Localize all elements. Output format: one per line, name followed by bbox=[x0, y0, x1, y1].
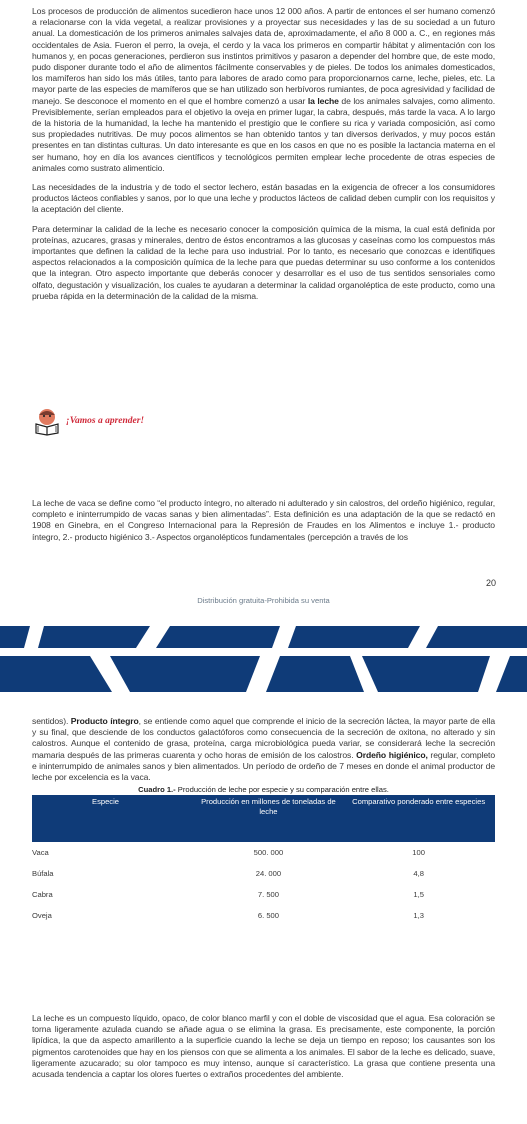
page-number: 20 bbox=[485, 578, 496, 588]
table-row bbox=[32, 863, 495, 884]
table-cell-production: 6. 500 bbox=[257, 911, 279, 920]
production-table-block bbox=[32, 785, 495, 926]
learn-callout bbox=[32, 406, 144, 436]
definition-text-block bbox=[32, 498, 495, 551]
bold-term: Ordeño higiénico, bbox=[356, 749, 428, 760]
text-run: regular, completo e ininterrumpido de animales sanos y bien alimentados. Un período de ordeño de 7 meses en donde el animal productor de leche por excelencia es la vaca. bbox=[32, 749, 495, 783]
table-caption-label: Cuadro 1.- bbox=[138, 785, 176, 794]
table-header-cell: Comparativo ponderado entre especies bbox=[342, 795, 495, 842]
paragraph bbox=[32, 224, 495, 302]
table-header-cell: Producción en millones de toneladas de leche bbox=[195, 795, 343, 842]
paragraph bbox=[32, 182, 495, 216]
page-footer: Distribución gratuita-Prohibida su venta bbox=[197, 596, 330, 605]
table-cell-species: Cabra bbox=[32, 890, 53, 899]
table-cell-comparison: 100 bbox=[412, 848, 425, 857]
text-run: de los animales salvajes, como alimento. Previsiblemente, serían empleados para el objetivo la oveja en primer lugar, la cabra, después, más tarde la vaca. A lo largo de la historia de la humanidad, la leche ha mantenido el prestigio que le confiere su rica y variada composición, así como sus propiedades nutritivas. De muy pocos alimentos se han obtenido tantos y tan diversos derivados, y muy pocos están presentes en tan distintas culturas. Un dato interesante es que en los casos en que no es posible la lactancia materna en el ser humano, hoy en día los avances científicos y tecnológicos permiten emplear leche procedente de otras especies de animales como sustrato alimenticio. bbox=[32, 95, 496, 173]
table-cell-production: 500. 000 bbox=[253, 848, 284, 857]
table-row bbox=[32, 842, 495, 863]
text-run: Las necesidades de la industria y de todo el sector lechero, están basadas en la exigencia de ofrecer a los consumidores productos lácteos confiables y sanos, por lo que una leche y productos lácteos de calidad deben cumplir con los requisitos y la aceptación del cliente. bbox=[32, 182, 495, 215]
text-run: sentidos). bbox=[32, 716, 71, 726]
intro-text-block bbox=[32, 6, 495, 310]
table-header-row bbox=[32, 795, 495, 842]
table-cell-production: 7. 500 bbox=[257, 890, 279, 899]
bold-term: la leche bbox=[307, 95, 339, 106]
table-row bbox=[32, 884, 495, 905]
table-caption bbox=[32, 785, 495, 794]
product-definition-block bbox=[32, 716, 495, 791]
milk-properties-block bbox=[32, 1013, 495, 1088]
reading-book-icon bbox=[32, 406, 62, 436]
table-cell-comparison: 4,8 bbox=[413, 869, 424, 878]
text-run: Los procesos de producción de alimentos sucedieron hace unos 12 000 años. A partir de entonces el ser humano comenzó a relacionarse con la vida vegetal, a realizar provisiones y a proyectar sus necesidades y las de su sociedad a un futuro anual. La domesticación de los primeros animales salvajes data de, aproximadamente, el año 8 000 a. C., en regiones más occidentales de Asia. Fueron el perro, la oveja, el cerdo y la vaca los primeros en compartir hábitat y alimentación con los humanos y, en pocas generaciones, perdieron sus instintos primitivos y pasaron a depender del hombre que, de este modo, pudo disponer durante todo el año de alimentos fácilmente conservables y de pieles. De todos los animales domesticados, los mamíferos han sido los más útiles, tanto para labores de arado como para proporcionarnos carne, leche, pieles, etc. La mayor parte de las especies de mamíferos que se han utilizado son herbívoros rumiantes, de poca agresividad y facilidad de manejo. Se desconoce el momento en el que el hombre comenzó a usar bbox=[32, 6, 495, 106]
table-cell-comparison: 1,5 bbox=[413, 890, 424, 899]
table-cell-comparison: 1,3 bbox=[413, 911, 424, 920]
paragraph bbox=[32, 1013, 495, 1080]
table-cell-species: Oveja bbox=[32, 911, 52, 920]
table-cell-species: Vaca bbox=[32, 848, 49, 857]
production-table bbox=[32, 795, 495, 926]
text-run: La leche de vaca se define como “el producto íntegro, no alterado ni adulterado y sin calostros, del ordeño higiénico, regular, completo e ininterrumpido de vacas sanas y bien alimentadas”. Esta definición es una adaptación de la que se redactó en 1908 en Ginebra, en el Congreso Internacional para la Represión de Fraudes en los Alimentos e incluye 1.- producto íntegro, 2.- producto higiénico 3.- Aspectos organolépticos fundamentales (percepción a través de los bbox=[32, 498, 495, 542]
page-divider-band bbox=[0, 612, 527, 692]
table-cell-production: 24. 000 bbox=[255, 869, 282, 878]
table-cell-species: Búfala bbox=[32, 869, 54, 878]
text-run: La leche es un compuesto líquido, opaco, de color blanco marfil y con el doble de viscosidad que el agua. Esa coloración se torna ligeramente azulada cuando se añade agua o se elimina la grasa. Es precisamente, este componente, la porción lipídica, la que da aspecto amarillento a la superficie cuando la leche se deja un tiempo en reposo; los causantes son los pigmentos carotenoides que hay en los piensos con que se alimenta a los animales. El sabor de la leche es delicado, suave, ligeramente azucarado; su olor tampoco es muy intenso, aunque sí característico. La grasa que contiene presenta una acusada tendencia a captar los olores fuertes o extraños procedentes del ambiente. bbox=[32, 1013, 495, 1080]
text-run: , se entiende como aquel que comprende el inicio de la secreción láctea, la mayor parte de ella y su final, que desciende de los conductos galactóforos como consecuencia de la secreción de oxitona, no alterado y sin calostros. Aunque el contenido de grasa, proteína, carga microbiológica pueda variar, se considerará leche la secreción mamaria después de las primeras cuarenta y ocho horas de emisión de los calostros. bbox=[32, 716, 496, 760]
callout-text: ¡Vamos a aprender! bbox=[66, 416, 145, 426]
table-caption-text: Producción de leche por especie y su comparación entre ellas. bbox=[175, 785, 389, 794]
paragraph bbox=[32, 716, 495, 783]
paragraph bbox=[32, 6, 495, 174]
table-row bbox=[32, 905, 495, 926]
text-run: Para determinar la calidad de la leche es necesario conocer la composición química de la misma, la cual está definida por proteínas, azucares, grasas y minerales, dentro de éstos encontramos a las glucosas y caseínas como los compuestos más importantes que definen la calidad de la leche para uso industrial. Por lo tanto, es necesario que conozcas e identifiques aspectos relacionados a la composición química de la leche para que puedas determinar su uso conforme a los contenidos que la integran. Otro aspecto importante que deberás conocer y desarrollar es el uso de tus sentidos sensoriales como olfato, degustación y visualización, los cuales te ayudaran a determinar la calidad organoléptica de este producto, como una prueba rápida en la determinación de la calidad de la misma. bbox=[32, 223, 495, 301]
bold-term: Producto íntegro bbox=[70, 716, 139, 726]
table-header-cell: Especie bbox=[32, 795, 195, 842]
paragraph bbox=[32, 498, 495, 543]
